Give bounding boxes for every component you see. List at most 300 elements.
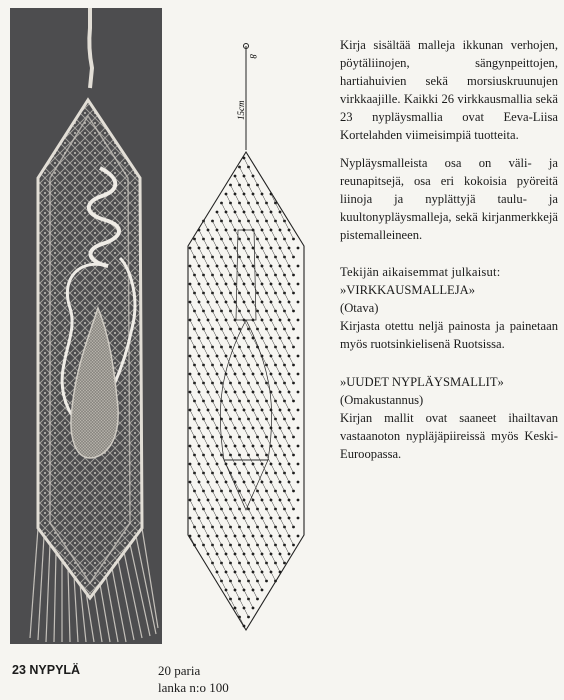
pricking-line — [213, 329, 218, 338]
pricking-line — [276, 275, 281, 284]
book1-title: »VIRKKAUSMALLEJA» — [340, 283, 476, 298]
pricking-line — [195, 401, 200, 410]
pricking-line — [231, 545, 236, 554]
pricking-line — [258, 563, 263, 572]
pricking-line — [267, 239, 272, 248]
pricking-dot — [292, 292, 295, 295]
pricking-line — [262, 230, 267, 239]
pricking-dot — [265, 580, 268, 583]
pricking-line — [285, 509, 290, 518]
pricking-line — [199, 338, 204, 347]
pricking-line — [276, 347, 281, 356]
pricking-line — [244, 410, 249, 419]
pricking-line — [240, 365, 245, 374]
pricking-line — [267, 545, 272, 554]
pricking-dot — [292, 364, 295, 367]
pricking-line — [262, 428, 267, 437]
pricking-line — [280, 356, 285, 365]
pricking-line — [271, 572, 276, 581]
pricking-line — [280, 428, 285, 437]
pricking-line — [280, 392, 285, 401]
pricking-line — [204, 293, 209, 302]
pricking-line — [253, 230, 258, 239]
pricking-line — [217, 320, 222, 329]
pricking-line — [280, 464, 285, 473]
pricking-line — [226, 410, 231, 419]
pricking-line — [280, 410, 285, 419]
pricking-line — [262, 446, 267, 455]
pricking-line — [222, 581, 227, 590]
pricking-line — [258, 293, 263, 302]
pricking-line — [289, 392, 294, 401]
pricking-line — [208, 518, 213, 527]
pricking-line — [289, 338, 294, 347]
pricking-line — [249, 311, 254, 320]
pricking-line — [262, 392, 267, 401]
pricking-line — [190, 410, 195, 419]
pricking-line — [258, 509, 263, 518]
pricking-line — [231, 365, 236, 374]
pricking-line — [253, 320, 258, 329]
pricking-line — [190, 482, 195, 491]
pricking-line — [267, 275, 272, 284]
pricking-line — [240, 509, 245, 518]
pricking-line — [208, 374, 213, 383]
pricking-dot — [297, 445, 300, 448]
pricking-dot — [292, 472, 295, 475]
pricking-line — [289, 500, 294, 509]
pricking-line — [213, 275, 218, 284]
pricking-line — [253, 212, 258, 221]
pricking-line — [258, 221, 263, 230]
pricking-line — [276, 311, 281, 320]
pricking-line — [258, 437, 263, 446]
pricking-line — [208, 446, 213, 455]
pricking-line — [235, 374, 240, 383]
pricking-line — [262, 572, 267, 581]
pricking-line — [285, 239, 290, 248]
pricking-line — [217, 464, 222, 473]
pricking-line — [249, 401, 254, 410]
pricking-line — [240, 311, 245, 320]
pricking-line — [195, 437, 200, 446]
pricking-line — [262, 248, 267, 257]
pricking-line — [280, 482, 285, 491]
pricking-line — [222, 509, 227, 518]
pricking-line — [253, 248, 258, 257]
pricking-line — [285, 365, 290, 374]
pricking-line — [262, 284, 267, 293]
pricking-line — [199, 446, 204, 455]
intro-paragraph: Kirja sisältää malleja ikkunan verhojen, pöytäliinojen, sängynpeittojen, hartiahuivien sekä morsiuskruunujen virkkaajille. Kaikki 26 virkkausmallia sekä 23 nypläysmallia ovat Eeva-Liisa Kortelahden viimeisimpiä tuotteita. — [340, 38, 558, 143]
pricking-line — [289, 482, 294, 491]
pricking-line — [190, 518, 195, 527]
pricking-line — [195, 293, 200, 302]
pricking-line — [258, 419, 263, 428]
pricking-line — [213, 473, 218, 482]
pricking-line — [217, 410, 222, 419]
pricking-line — [240, 293, 245, 302]
pricking-line — [276, 491, 281, 500]
pricking-line — [235, 284, 240, 293]
pricking-line — [208, 482, 213, 491]
pricking-dot — [297, 247, 300, 250]
pricking-line — [285, 347, 290, 356]
pricking-line — [253, 572, 258, 581]
pricking-line — [253, 518, 258, 527]
pricking-line — [208, 302, 213, 311]
pricking-line — [217, 284, 222, 293]
pricking-line — [289, 410, 294, 419]
pricking-line — [226, 212, 231, 221]
pricking-line — [262, 536, 267, 545]
pricking-line — [249, 437, 254, 446]
pricking-line — [249, 455, 254, 464]
pricking-line — [235, 212, 240, 221]
pricking-line — [208, 554, 213, 563]
pricking-line — [217, 572, 222, 581]
pricking-line — [244, 320, 249, 329]
pricking-line — [226, 572, 231, 581]
pricking-line — [217, 446, 222, 455]
pricking-line — [199, 356, 204, 365]
pricking-line — [253, 176, 258, 185]
pricking-line — [271, 428, 276, 437]
book1-publisher: (Otava) — [340, 301, 379, 316]
pricking-line — [276, 401, 281, 410]
pricking-dot — [243, 625, 246, 628]
pricking-line — [276, 221, 281, 230]
pricking-line — [226, 536, 231, 545]
scale-label: 15cm — [236, 100, 246, 120]
pricking-line — [204, 257, 209, 266]
pricking-dots — [189, 157, 300, 628]
pricking-line — [280, 554, 285, 563]
pricking-line — [289, 356, 294, 365]
pricking-line — [195, 455, 200, 464]
pricking-dot — [297, 283, 300, 286]
pricking-line — [231, 203, 236, 212]
pricking-line — [195, 491, 200, 500]
pricking-line — [235, 518, 240, 527]
pricking-line — [276, 365, 281, 374]
pricking-line — [258, 257, 263, 266]
book2-title: »UUDET NYPLÄYSMALLIT» — [340, 374, 504, 389]
pricking-line — [276, 455, 281, 464]
pricking-line — [244, 284, 249, 293]
pricking-line — [253, 392, 258, 401]
pricking-line — [244, 338, 249, 347]
pricking-line — [253, 554, 258, 563]
pricking-line — [258, 329, 263, 338]
pricking-line — [271, 302, 276, 311]
pricking-line — [285, 257, 290, 266]
pricking-dot — [297, 463, 300, 466]
pricking-line — [249, 221, 254, 230]
pricking-line — [195, 419, 200, 428]
pricking-line — [244, 482, 249, 491]
pricking-line — [289, 536, 294, 545]
pricking-line — [195, 527, 200, 536]
pricking-line — [190, 536, 195, 545]
pricking-line — [289, 464, 294, 473]
pricking-line — [267, 293, 272, 302]
lace-photo-graphic — [10, 8, 162, 644]
pricking-line — [249, 581, 254, 590]
pricking-line — [235, 302, 240, 311]
pricking-line — [276, 239, 281, 248]
pricking-line — [280, 374, 285, 383]
pricking-line — [249, 185, 254, 194]
pricking-line — [244, 464, 249, 473]
pricking-line — [208, 284, 213, 293]
pricking-line — [235, 230, 240, 239]
pricking-line — [285, 275, 290, 284]
pricking-line — [244, 428, 249, 437]
pricking-line — [231, 221, 236, 230]
pricking-line — [244, 194, 249, 203]
pricking-line — [240, 383, 245, 392]
pricking-dot — [292, 544, 295, 547]
pricking-dot — [252, 607, 255, 610]
pricking-line — [289, 248, 294, 257]
pricking-line — [240, 203, 245, 212]
pricking-line — [231, 257, 236, 266]
pricking-line — [204, 275, 209, 284]
pricking-line — [280, 302, 285, 311]
pricking-line — [253, 374, 258, 383]
pricking-line — [285, 419, 290, 428]
pricking-line — [195, 365, 200, 374]
pricking-line — [262, 554, 267, 563]
pricking-line — [244, 230, 249, 239]
pricking-line — [258, 545, 263, 554]
pricking-line — [249, 203, 254, 212]
pricking-line — [253, 590, 258, 599]
pricking-line — [240, 401, 245, 410]
pricking-line — [271, 554, 276, 563]
pricking-dot — [297, 481, 300, 484]
pricking-line — [222, 239, 227, 248]
pricking-line — [280, 320, 285, 329]
pricking-line — [204, 329, 209, 338]
pricking-line — [222, 473, 227, 482]
pricking-line — [267, 419, 272, 428]
pricking-line — [258, 491, 263, 500]
pricking-line — [190, 320, 195, 329]
pricking-line — [190, 338, 195, 347]
pricking-line — [240, 347, 245, 356]
pricking-line — [204, 455, 209, 464]
pricking-line — [217, 536, 222, 545]
pricking-line — [190, 266, 195, 275]
pricking-line — [267, 491, 272, 500]
pattern-specs — [158, 662, 229, 696]
pricking-line — [226, 554, 231, 563]
pricking-line — [195, 509, 200, 518]
pricking-line — [213, 545, 218, 554]
pricking-line — [240, 455, 245, 464]
pricking-line — [195, 383, 200, 392]
pricking-dot — [292, 310, 295, 313]
pricking-line — [222, 311, 227, 320]
pricking-line — [285, 527, 290, 536]
pricking-line — [195, 239, 200, 248]
pricking-line — [195, 257, 200, 266]
pricking-line — [190, 392, 195, 401]
pricking-line — [199, 410, 204, 419]
pricking-line — [280, 518, 285, 527]
pricking-line — [240, 275, 245, 284]
pricking-line — [231, 311, 236, 320]
pricking-line — [199, 230, 204, 239]
pricking-dot — [297, 373, 300, 376]
pricking-line — [276, 563, 281, 572]
pricking-line — [213, 311, 218, 320]
pricking-line — [258, 275, 263, 284]
pricking-line — [235, 572, 240, 581]
pricking-line — [199, 248, 204, 257]
pricking-line — [222, 329, 227, 338]
pricking-line — [280, 536, 285, 545]
pricking-line — [213, 527, 218, 536]
pricking-dot — [297, 337, 300, 340]
pricking-line — [258, 311, 263, 320]
pricking-line — [208, 266, 213, 275]
pricking-dot — [292, 238, 295, 241]
pricking-line — [244, 392, 249, 401]
pricking-dot — [297, 391, 300, 394]
pricking-line — [231, 563, 236, 572]
pricking-line — [271, 518, 276, 527]
pricking-line — [267, 365, 272, 374]
pricking-line — [289, 266, 294, 275]
pricking-line — [262, 500, 267, 509]
pricking-line — [280, 500, 285, 509]
pricking-line — [222, 293, 227, 302]
pricking-line — [244, 608, 249, 617]
pricking-line — [204, 545, 209, 554]
pricking-line — [276, 545, 281, 554]
pricking-dot — [292, 400, 295, 403]
pricking-line — [253, 356, 258, 365]
pricking-line — [258, 239, 263, 248]
pricking-line — [226, 446, 231, 455]
pricking-line — [240, 527, 245, 536]
pricking-line — [204, 365, 209, 374]
pricking-line — [213, 347, 218, 356]
pricking-line — [240, 563, 245, 572]
pricking-line — [235, 500, 240, 509]
pricking-line — [271, 212, 276, 221]
pricking-line — [199, 482, 204, 491]
pricking-line — [285, 221, 290, 230]
pricking-line — [213, 365, 218, 374]
pricking-line — [213, 509, 218, 518]
pricking-line — [262, 302, 267, 311]
pricking-line — [271, 446, 276, 455]
pricking-line — [267, 203, 272, 212]
pricking-line — [240, 581, 245, 590]
pricking-line — [199, 500, 204, 509]
pricking-line — [285, 491, 290, 500]
pricking-line — [213, 419, 218, 428]
pricking-line — [253, 464, 258, 473]
pricking-line — [235, 176, 240, 185]
pricking-line — [262, 518, 267, 527]
pricking-line — [253, 500, 258, 509]
pricking-line — [289, 446, 294, 455]
pricking-line — [289, 374, 294, 383]
pricking-line — [244, 356, 249, 365]
pricking-line — [267, 527, 272, 536]
pricking-line — [231, 527, 236, 536]
pricking-line — [244, 554, 249, 563]
pricking-line — [285, 383, 290, 392]
pricking-line — [199, 536, 204, 545]
pricking-line — [249, 365, 254, 374]
pricking-line — [199, 518, 204, 527]
pricking-line — [204, 239, 209, 248]
pricking-line — [226, 392, 231, 401]
pricking-line — [231, 509, 236, 518]
pricking-dot — [261, 589, 264, 592]
pricking-line — [222, 491, 227, 500]
pricking-line — [190, 428, 195, 437]
pricking-line — [276, 419, 281, 428]
pricking-line — [271, 356, 276, 365]
pricking-line — [262, 374, 267, 383]
pricking-dot — [288, 553, 291, 556]
pricking-dot — [292, 346, 295, 349]
pricking-line — [240, 257, 245, 266]
pricking-line — [289, 518, 294, 527]
pricking-line — [271, 392, 276, 401]
pricking-line — [271, 284, 276, 293]
pricking-line — [217, 374, 222, 383]
pricking-line — [240, 185, 245, 194]
pricking-line — [235, 590, 240, 599]
pricking-line — [204, 383, 209, 392]
lace-pattern-diagram — [180, 40, 310, 642]
pricking-graphic — [180, 40, 310, 642]
pricking-line — [222, 221, 227, 230]
pricking-line — [262, 266, 267, 275]
pricking-line — [213, 257, 218, 266]
pricking-line — [267, 563, 272, 572]
pricking-line — [226, 482, 231, 491]
pricking-line — [262, 410, 267, 419]
pricking-line — [289, 230, 294, 239]
pricking-line — [235, 392, 240, 401]
pricking-line — [244, 158, 249, 167]
pricking-line — [258, 401, 263, 410]
pricking-line — [262, 212, 267, 221]
pricking-line — [208, 428, 213, 437]
pricking-line — [226, 248, 231, 257]
pricking-line — [244, 266, 249, 275]
pricking-line — [235, 428, 240, 437]
pricking-line — [226, 374, 231, 383]
pricking-line — [217, 230, 222, 239]
pricking-line — [204, 221, 209, 230]
pricking-line — [204, 347, 209, 356]
pricking-line — [249, 383, 254, 392]
pricking-line — [276, 293, 281, 302]
pricking-line — [222, 203, 227, 212]
pricking-line — [276, 509, 281, 518]
pricking-line — [217, 500, 222, 509]
